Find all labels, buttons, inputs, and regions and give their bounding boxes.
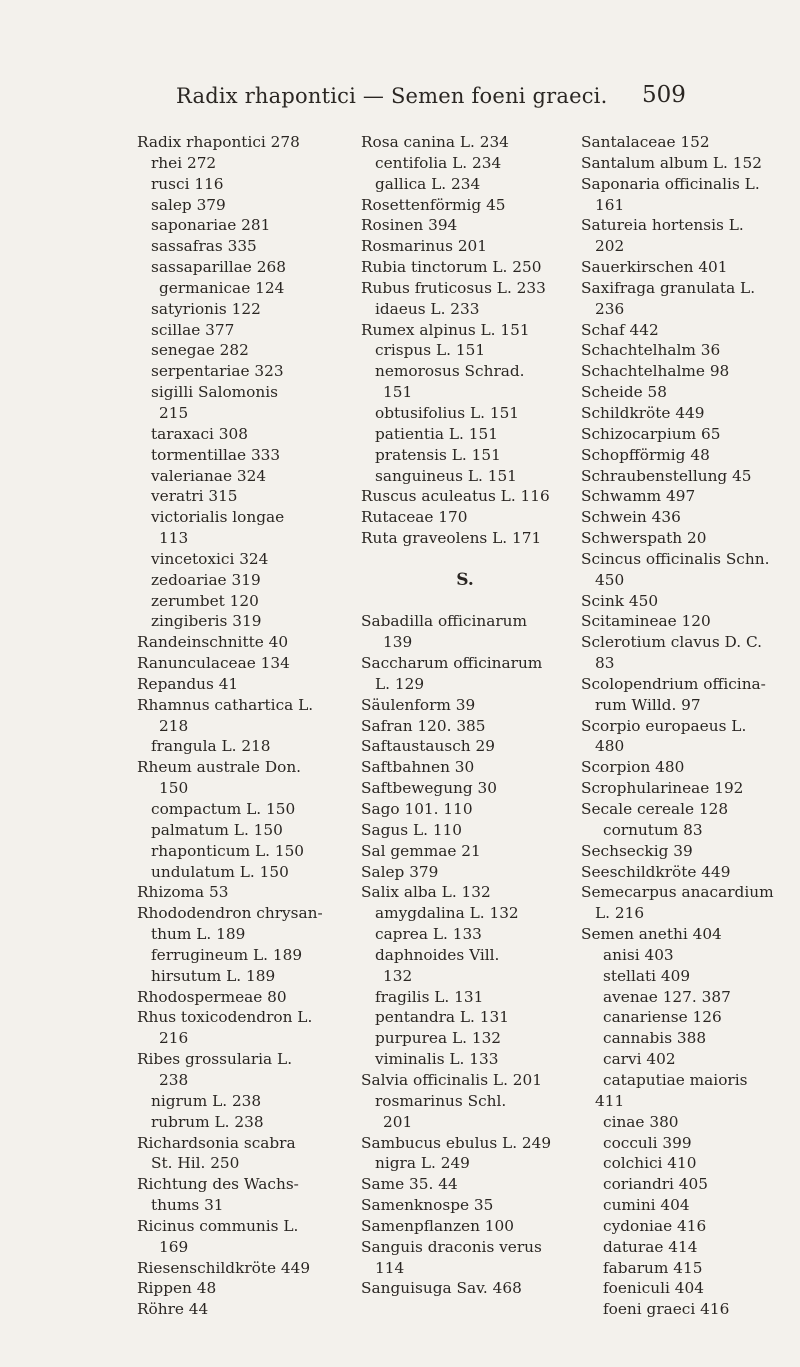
index-entry: 139: [383, 633, 413, 652]
index-entry: rhaponticum L. 150: [151, 841, 305, 860]
index-entry: anisi 403: [603, 945, 674, 964]
index-entry: Repandus 41: [137, 674, 239, 693]
index-entry: Schaf 442: [581, 320, 659, 339]
index-entry: cannabis 388: [603, 1029, 707, 1048]
index-entry: 238: [159, 1070, 189, 1089]
index-entry: stellati 409: [603, 966, 691, 985]
index-entry: Santalum album L. 152: [581, 153, 762, 172]
index-entry: pratensis L. 151: [375, 445, 501, 464]
index-entry: satyrionis 122: [151, 299, 261, 318]
index-entry: veratri 315: [151, 487, 238, 506]
index-entry: caprea L. 133: [375, 925, 482, 944]
index-entry: Semecarpus anacardium: [581, 883, 774, 902]
index-entry: rubrum L. 238: [151, 1112, 264, 1131]
index-entry: Sambucus ebulus L. 249: [361, 1133, 552, 1152]
index-entry: cydoniae 416: [603, 1216, 707, 1235]
index-entry: Same 35. 44: [361, 1175, 458, 1194]
index-entry: 215: [159, 403, 189, 422]
index-entry: Röhre 44: [137, 1300, 209, 1319]
index-entry: salep 379: [151, 195, 226, 214]
index-entry: Riesenschildkröte 449: [137, 1258, 311, 1277]
blank-line: [361, 549, 569, 570]
index-entry: Sago 101. 110: [361, 800, 473, 818]
index-entry: valerianae 324: [151, 466, 267, 485]
index-entry: L. 216: [595, 904, 645, 923]
index-entry: Rosettenförmig 45: [361, 195, 506, 214]
index-entry: Rhus toxicodendron L.: [137, 1008, 313, 1027]
index-entry: cumini 404: [603, 1196, 690, 1215]
index-entry: Ruscus aculeatus L. 116: [361, 487, 550, 506]
index-entry: Rhodospermeae 80: [137, 987, 287, 1006]
index-entry: Scorpio europaeus L.: [581, 716, 747, 735]
index-entry: Rutaceae 170: [361, 508, 468, 527]
index-entry: Rumex alpinus L. 151: [361, 320, 530, 339]
index-entry: 83: [595, 654, 615, 673]
index-entry: avenae 127. 387: [603, 987, 731, 1006]
index-entry: Richtung des Wachs-: [137, 1175, 299, 1194]
index-entry: rosmarinus Schl.: [375, 1091, 507, 1110]
index-entry: Sauerkirschen 401: [581, 258, 728, 277]
index-entry: patientia L. 151: [375, 424, 498, 443]
index-entry: Schwerspath 20: [581, 529, 707, 548]
index-entry: 411: [595, 1091, 625, 1110]
index-entry: hirsutum L. 189: [151, 966, 276, 985]
index-entry: Ranunculaceae 134: [137, 654, 290, 673]
index-entry: Säulenform 39: [361, 695, 476, 714]
index-entry: Schachtelhalm 36: [581, 341, 721, 360]
index-entry: sigilli Salomonis: [151, 383, 278, 402]
index-entry: idaeus L. 233: [375, 299, 480, 318]
index-entry: viminalis L. 133: [375, 1050, 499, 1069]
index-entry: Schopfförmig 48: [581, 445, 710, 464]
index-entry: rum Willd. 97: [595, 695, 701, 714]
index-entry: Saponaria officinalis L.: [581, 174, 760, 193]
index-entry: Randeinschnitte 40: [137, 633, 289, 652]
index-entry: Santalaceae 152: [581, 133, 710, 151]
index-entry: Secale cereale 128: [581, 800, 729, 818]
index-entry: crispus L. 151: [375, 341, 486, 360]
index-entry: Sanguisuga Sav. 468: [361, 1279, 522, 1298]
index-entry: Ribes grossularia L.: [137, 1050, 293, 1069]
index-entry: Scink 450: [581, 591, 659, 610]
index-entry: Saccharum officinarum: [361, 654, 543, 673]
index-entry: zedoariae 319: [151, 570, 261, 589]
index-entry: Salep 379: [361, 862, 439, 881]
index-entry: Salvia officinalis L. 201: [361, 1070, 542, 1089]
index-entry: cornutum 83: [603, 820, 703, 839]
index-entry: zingiberis 319: [151, 612, 262, 631]
index-entry: sassaparillae 268: [151, 258, 286, 277]
index-entry: cinae 380: [603, 1112, 679, 1131]
index-column-2: [361, 132, 569, 1299]
index-entry: Rubia tinctorum L. 250: [361, 258, 542, 277]
index-entry: Ricinus communis L.: [137, 1216, 299, 1235]
index-entry: 150: [159, 779, 189, 798]
index-entry: zerumbet 120: [151, 591, 259, 610]
index-entry: Scincus officinalis Schn.: [581, 549, 770, 568]
index-entry: tormentillae 333: [151, 445, 281, 464]
index-entry: Saftbahnen 30: [361, 758, 475, 777]
index-entry: victorialis longae: [151, 508, 285, 527]
index-entry: nigra L. 249: [375, 1154, 470, 1173]
index-entry: rhei 272: [151, 153, 217, 172]
index-entry: nemorosus Schrad.: [375, 362, 525, 381]
index-entry: sanguineus L. 151: [375, 466, 517, 485]
index-entry: Sagus L. 110: [361, 820, 463, 839]
index-entry: Sal gemmae 21: [361, 841, 481, 860]
index-entry: obtusifolius L. 151: [375, 403, 520, 422]
index-entry: Sechseckig 39: [581, 841, 693, 860]
index-entry: vincetoxici 324: [151, 549, 269, 568]
index-entry: Saftaustausch 29: [361, 737, 495, 756]
index-entry: daphnoides Vill.: [375, 945, 500, 964]
index-entry: canariense 126: [603, 1008, 722, 1027]
index-entry: Semen anethi 404: [581, 925, 722, 944]
index-entry: undulatum L. 150: [151, 862, 289, 881]
index-entry: germanicae 124: [159, 278, 285, 297]
index-entry: foeniculi 404: [603, 1279, 704, 1298]
index-entry: Richardsonia scabra: [137, 1133, 296, 1152]
index-entry: rusci 116: [151, 174, 224, 193]
index-entry: senegae 282: [151, 341, 249, 360]
index-entry: Saxifraga granulata L.: [581, 278, 756, 297]
index-entry: Schwamm 497: [581, 487, 696, 506]
index-entry: cataputiae maioris: [603, 1070, 748, 1089]
index-entry: Sabadilla officinarum: [361, 612, 528, 631]
index-entry: centifolia L. 234: [375, 153, 502, 172]
index-entry: pentandra L. 131: [375, 1008, 509, 1027]
index-entry: Satureia hortensis L.: [581, 216, 744, 235]
index-entry: 202: [595, 237, 625, 256]
index-entry: saponariae 281: [151, 216, 271, 235]
index-entry: Ruta graveolens L. 171: [361, 529, 542, 548]
index-entry: Scolopendrium officina-: [581, 674, 766, 693]
page-number: 509: [642, 82, 686, 108]
index-entry: 113: [159, 529, 189, 548]
index-entry: 151: [383, 383, 413, 402]
index-entry: Samenknospe 35: [361, 1196, 494, 1215]
index-entry: 450: [595, 570, 625, 589]
running-title: Radix rhapontici — Semen foeni graeci.: [176, 84, 608, 108]
index-entry: Saftbewegung 30: [361, 779, 498, 798]
index-entry: 218: [159, 716, 189, 735]
index-entry: compactum L. 150: [151, 800, 296, 818]
index-entry: Rosinen 394: [361, 216, 458, 235]
index-entry: Schraubenstellung 45: [581, 466, 752, 485]
index-entry: cocculi 399: [603, 1133, 692, 1152]
index-entry: 236: [595, 299, 625, 318]
index-entry: palmatum L. 150: [151, 820, 283, 839]
index-entry: 169: [159, 1237, 189, 1256]
section-heading: S.: [456, 569, 474, 590]
index-entry: frangula L. 218: [151, 737, 271, 756]
index-entry: taraxaci 308: [151, 424, 248, 443]
index-entry: daturae 414: [603, 1237, 698, 1256]
index-entry: Schachtelhalme 98: [581, 362, 730, 381]
index-entry: thums 31: [151, 1196, 224, 1215]
index-entry: sassafras 335: [151, 237, 257, 256]
index-entry: Rosa canina L. 234: [361, 133, 509, 151]
index-entry: St. Hil. 250: [151, 1154, 240, 1173]
index-entry: 216: [159, 1029, 189, 1048]
index-entry: ferrugineum L. 189: [151, 945, 303, 964]
index-entry: 114: [375, 1258, 405, 1277]
index-entry: foeni graeci 416: [603, 1300, 730, 1319]
index-entry: Rhizoma 53: [137, 883, 229, 902]
index-entry: Scitamineae 120: [581, 612, 711, 631]
index-entry: 161: [595, 195, 625, 214]
index-entry: Schwein 436: [581, 508, 681, 527]
index-entry: coriandri 405: [603, 1175, 709, 1194]
index-entry: serpentariae 323: [151, 362, 284, 381]
index-entry: fragilis L. 131: [375, 987, 484, 1006]
index-entry: Samenpflanzen 100: [361, 1216, 514, 1235]
index-entry: nigrum L. 238: [151, 1091, 262, 1110]
index-entry: Salix alba L. 132: [361, 883, 491, 902]
blank-line: [361, 591, 569, 612]
index-entry: Sclerotium clavus D. C.: [581, 633, 763, 652]
index-entry: 201: [383, 1112, 413, 1131]
index-entry: Rippen 48: [137, 1279, 217, 1298]
index-entry: carvi 402: [603, 1050, 676, 1069]
index-entry: Schizocarpium 65: [581, 424, 721, 443]
index-entry: fabarum 415: [603, 1258, 703, 1277]
index-entry: colchici 410: [603, 1154, 697, 1173]
index-entry: Seeschildkröte 449: [581, 862, 731, 881]
index-entry: Safran 120. 385: [361, 716, 486, 735]
index-entry: purpurea L. 132: [375, 1029, 502, 1048]
index-entry: Schildkröte 449: [581, 403, 705, 422]
index-entry: 132: [383, 966, 413, 985]
index-entry: Scheide 58: [581, 383, 668, 402]
index-entry: L. 129: [375, 674, 425, 693]
index-entry: scillae 377: [151, 320, 235, 339]
index-entry: Scorpion 480: [581, 758, 685, 777]
index-entry: Radix rhapontici 278: [137, 133, 300, 151]
index-entry: Rubus fruticosus L. 233: [361, 278, 546, 297]
index-entry: Sanguis draconis verus: [361, 1237, 542, 1256]
index-entry: Rosmarinus 201: [361, 237, 488, 256]
index-entry: Rhamnus cathartica L.: [137, 695, 314, 714]
index-entry: Rheum australe Don.: [137, 758, 302, 777]
index-entry: 480: [595, 737, 625, 756]
index-entry: amygdalina L. 132: [375, 904, 519, 923]
page-header: [0, 84, 800, 114]
index-column-1: [137, 132, 337, 1320]
index-entry: Scrophularineae 192: [581, 779, 744, 798]
index-entry: thum L. 189: [151, 925, 246, 944]
index-entry: gallica L. 234: [375, 174, 481, 193]
index-column-3: [581, 132, 791, 1320]
index-entry: Rhododendron chrysan-: [137, 904, 323, 923]
